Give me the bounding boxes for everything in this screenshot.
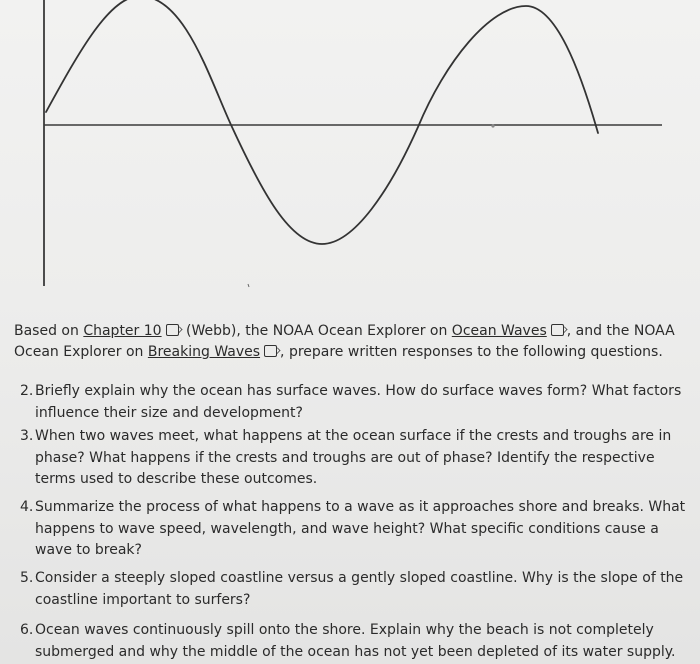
question-2	[20, 381, 690, 424]
external-link-icon[interactable]	[551, 324, 564, 336]
wave-dot	[491, 124, 494, 127]
question-3	[20, 426, 690, 491]
breaking-waves-link[interactable]: Breaking Waves	[147, 344, 261, 360]
external-link-icon[interactable]	[264, 345, 277, 357]
question-6	[20, 620, 690, 663]
intro-paragraph	[14, 321, 690, 363]
chapter-10-link[interactable]: Chapter 10	[83, 323, 162, 339]
question-text: Summarize the process of what happens to a wave as it approaches shore and breaks. What happens to wave speed, wavelength, and wave height? What specific conditions cause a wave to break?	[35, 499, 686, 558]
wave-diagram	[0, 0, 700, 300]
wave-curve	[46, 0, 598, 244]
question-number: 2.	[20, 383, 34, 399]
wave-diagram-svg	[0, 0, 700, 300]
intro-after-ocean-waves: , and the NOAA Ocean Explorer on	[14, 323, 675, 360]
question-4	[20, 497, 690, 562]
intro-suffix: , prepare written responses to the following questions.	[280, 344, 663, 360]
question-number: 6.	[20, 622, 34, 638]
stray-mark	[248, 284, 249, 287]
question-number: 4.	[20, 499, 34, 515]
question-text: Ocean waves continuously spill onto the shore. Explain why the beach is not completely submerged and why the middle of the ocean has not yet been depleted of its water supply.	[35, 622, 676, 660]
question-text: Consider a steeply sloped coastline versus a gently sloped coastline. Why is the slope of the coastline important to surfers?	[35, 570, 684, 608]
intro-prefix: Based on	[14, 323, 84, 339]
intro-after-chapter: (Webb), the NOAA Ocean Explorer on	[181, 323, 452, 339]
question-text: When two waves meet, what happens at the ocean surface if the crests and troughs are in phase? What happens if the crests and troughs are out of phase? Identify the respective terms used to describe these outcomes.	[35, 428, 672, 487]
question-number: 5.	[20, 570, 34, 586]
question-text: Briefly explain why the ocean has surface waves. How do surface waves form? What factors influence their size and development?	[35, 383, 682, 421]
ocean-waves-link[interactable]: Ocean Waves	[451, 323, 547, 339]
external-link-icon[interactable]	[166, 324, 179, 336]
question-5	[20, 568, 690, 611]
question-number: 3.	[20, 428, 34, 444]
